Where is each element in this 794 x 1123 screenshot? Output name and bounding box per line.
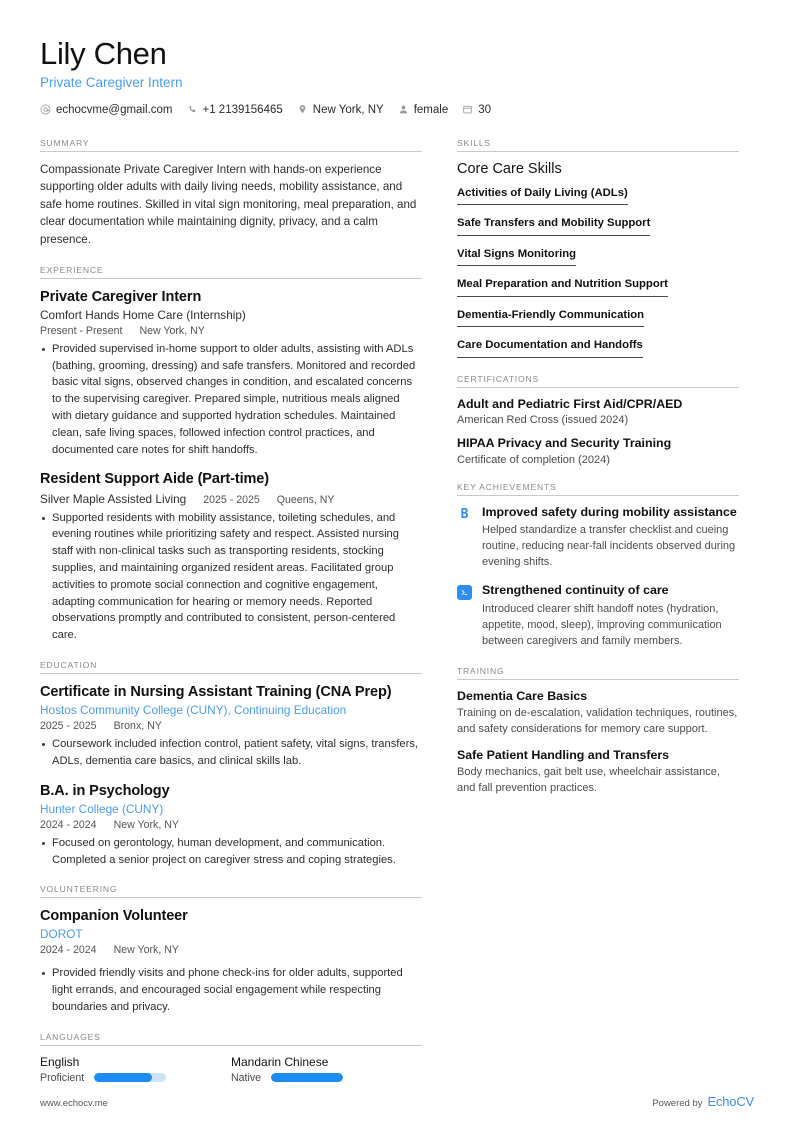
- achievement-description: Introduced clearer shift handoff notes (hydration, appetite, mood, sleep), improving communication between caregivers and family members.: [482, 602, 722, 647]
- candidate-name: Lily Chen: [40, 36, 167, 71]
- section-title-certifications: CERTIFICATIONS: [457, 373, 540, 384]
- experience-role: Resident Support Aide (Part-time): [40, 471, 269, 488]
- bullet: Provided supervised in-home support to older adults, assisting with ADLs (bathing, grooming, dressing) and safe transfers. Monitored and recorded basic vital signs, observed changes in condition, and escalated concerns to the supervising caregiver. Prepared simple, nutritious meals aligned with dietary guidance and supported hydration schedules. Maintained clean, safe living spaces, followed infection control practices, and documented care notes for shift handoffs.: [40, 341, 422, 459]
- section-title-volunteering: VOLUNTEERING: [40, 884, 118, 895]
- language-level-row: [231, 1072, 422, 1084]
- education-location: Bronx, NY: [113, 720, 162, 733]
- phone-icon: [187, 104, 198, 115]
- section-experience: [40, 265, 422, 644]
- achievement-title: Strengthened continuity of care: [482, 583, 669, 598]
- resume-footer: [40, 1094, 754, 1109]
- skill-item: [457, 305, 739, 328]
- education-degree: Certificate in Nursing Assistant Training (CNA Prep): [40, 683, 392, 700]
- bullet: Supported residents with mobility assistance, toileting schedules, and evening routines while prioritizing safety and respect. Assisted nursing staff with non-clinical tasks such as transporting residents, stocking supplies, and maintaining organized resident areas. Facilitated group activities to promote social connection and cognitive engagement, adapting communication for hearing or memory needs. Reported observations promptly and contributed to consistent, person-centered care.: [40, 510, 422, 644]
- section-volunteering: [40, 884, 422, 1016]
- contact-phone[interactable]: [187, 104, 283, 116]
- education-degree: B.A. in Psychology: [40, 782, 170, 799]
- experience-org: Silver Maple Assisted Living: [40, 491, 187, 506]
- volunteering-bullets: [40, 965, 422, 1015]
- section-rule: [40, 278, 422, 279]
- experience-meta: [40, 325, 422, 337]
- experience-bullets: [40, 341, 422, 459]
- education-meta: [40, 720, 422, 732]
- contact-location: [297, 104, 384, 116]
- achievement-item: [457, 583, 739, 649]
- language-proficiency-bar: [271, 1073, 343, 1082]
- certification-name: Adult and Pediatric First Aid/CPR/AED: [457, 396, 683, 411]
- section-achievements: [457, 482, 739, 650]
- education-school[interactable]: Hunter College (CUNY): [40, 801, 164, 816]
- resume-body: [40, 138, 754, 1100]
- section-title-experience: EXPERIENCE: [40, 264, 104, 275]
- training-description: Body mechanics, gait belt use, wheelchair assistance, and fall prevention practices.: [457, 766, 720, 795]
- language-item: [40, 1055, 231, 1084]
- skills-group-title: Core Care Skills: [457, 160, 562, 177]
- contact-email-text: echocvme@gmail.com: [56, 103, 173, 116]
- experience-meta: [40, 492, 422, 506]
- language-name: Mandarin Chinese: [231, 1054, 329, 1069]
- languages-list: [40, 1055, 422, 1084]
- skill-label: Dementia-Friendly Communication: [457, 309, 644, 328]
- achievement-title: Improved safety during mobility assistance: [482, 504, 737, 519]
- achievement-description: Helped standardize a transfer checklist and cueing routine, reducing near-fall incidents observed during evening shifts.: [482, 524, 736, 569]
- email-icon: [40, 104, 51, 115]
- experience-location: New York, NY: [139, 324, 205, 337]
- section-rule: [40, 897, 422, 898]
- training-description: Training on de-escalation, validation techniques, routines, and safety considerations for memory care support.: [457, 707, 738, 735]
- footer-brand: [652, 1094, 754, 1109]
- section-title-languages: LANGUAGES: [40, 1031, 101, 1042]
- left-column: [40, 138, 422, 1100]
- section-training: [457, 666, 739, 798]
- person-icon: [398, 104, 409, 115]
- section-title-achievements: KEY ACHIEVEMENTS: [457, 481, 557, 492]
- section-title-skills: SKILLS: [457, 137, 491, 148]
- section-education: [40, 660, 422, 868]
- skill-label: Vital Signs Monitoring: [457, 248, 576, 267]
- skill-label: Safe Transfers and Mobility Support: [457, 217, 650, 236]
- education-bullets: [40, 736, 422, 770]
- bullet: Focused on gerontology, human development, and communication. Completed a senior project on caregiver stress and coping strategies.: [40, 835, 422, 869]
- bullet: Provided friendly visits and phone check-ins for older adults, supported light errands, and encouraged social engagement while respecting boundaries and privacy.: [40, 965, 422, 1015]
- volunteering-meta: [40, 944, 422, 956]
- contact-age-text: 30: [478, 103, 492, 116]
- section-title-training: TRAINING: [457, 665, 505, 676]
- education-dates: 2024 - 2024: [40, 818, 97, 831]
- section-rule: [457, 151, 739, 152]
- language-proficiency-bar: [94, 1073, 166, 1082]
- section-rule: [40, 1045, 422, 1046]
- bullet: Coursework included infection control, patient safety, vital signs, transfers, ADLs, dementia care basics, and clinical skills lab.: [40, 736, 422, 770]
- skill-label: Meal Preparation and Nutrition Support: [457, 278, 668, 297]
- skill-item: [457, 274, 739, 297]
- skill-label: Care Documentation and Handoffs: [457, 339, 643, 358]
- education-entry: [40, 683, 422, 770]
- language-level: Native: [231, 1071, 262, 1084]
- right-column: [457, 138, 739, 814]
- education-bullets: [40, 835, 422, 869]
- certification-item: [457, 436, 739, 466]
- education-dates: 2025 - 2025: [40, 720, 97, 733]
- achievement-body: [482, 583, 739, 649]
- section-skills: [457, 138, 739, 358]
- contact-gender-text: female: [413, 103, 449, 116]
- contact-phone-text: +1 2139156465: [202, 103, 283, 116]
- experience-org: Comfort Hands Home Care (Internship): [40, 307, 246, 322]
- powered-by-label: Powered by: [652, 1098, 703, 1109]
- education-entry: [40, 782, 422, 869]
- language-name: English: [40, 1054, 80, 1069]
- certification-issuer: Certificate of completion (2024): [457, 453, 610, 466]
- training-name: Dementia Care Basics: [457, 688, 588, 703]
- certification-issuer: American Red Cross (issued 2024): [457, 414, 629, 427]
- experience-entry: [40, 470, 422, 644]
- letter-b-icon: B: [460, 506, 469, 522]
- achievement-body: [482, 505, 739, 571]
- section-title-education: EDUCATION: [40, 659, 98, 670]
- terminal-prompt-icon: [457, 585, 472, 600]
- experience-entry: [40, 288, 422, 459]
- volunteering-dates: 2024 - 2024: [40, 944, 97, 957]
- education-meta: [40, 819, 422, 831]
- experience-role: Private Caregiver Intern: [40, 288, 202, 305]
- contact-gender: [398, 104, 449, 116]
- language-proficiency-fill: [94, 1073, 152, 1082]
- section-certifications: [457, 374, 739, 466]
- skill-label: Activities of Daily Living (ADLs): [457, 187, 628, 206]
- candidate-job-title: Private Caregiver Intern: [40, 74, 183, 90]
- calendar-icon: [462, 104, 473, 115]
- certification-name: HIPAA Privacy and Security Training: [457, 436, 672, 451]
- footer-site-url[interactable]: www.echocv.me: [40, 1098, 108, 1109]
- section-summary: [40, 138, 422, 249]
- training-item: [457, 748, 739, 797]
- education-location: New York, NY: [113, 818, 179, 831]
- skill-item: [457, 244, 739, 267]
- experience-dates: 2025 - 2025: [203, 493, 260, 506]
- language-level-row: [40, 1072, 231, 1084]
- resume-header: [40, 36, 754, 116]
- certification-item: [457, 397, 739, 427]
- education-school[interactable]: Hostos Community College (CUNY), Continuing Education: [40, 703, 347, 718]
- achievement-item: [457, 505, 739, 571]
- volunteering-role: Companion Volunteer: [40, 908, 188, 925]
- training-item: [457, 689, 739, 738]
- language-proficiency-fill: [271, 1073, 343, 1082]
- contact-location-text: New York, NY: [312, 103, 384, 116]
- section-rule: [40, 673, 422, 674]
- section-rule: [40, 151, 422, 152]
- experience-location: Queens, NY: [276, 493, 335, 506]
- section-title-summary: SUMMARY: [40, 137, 90, 148]
- volunteering-location: New York, NY: [113, 944, 179, 957]
- section-rule: [457, 679, 739, 680]
- contact-email[interactable]: [40, 104, 173, 116]
- skill-item: [457, 183, 739, 206]
- skill-item: [457, 335, 739, 358]
- section-rule: [457, 495, 739, 496]
- language-item: [231, 1055, 422, 1084]
- location-pin-icon: [297, 104, 308, 115]
- section-rule: [457, 387, 739, 388]
- summary-text: Compassionate Private Caregiver Intern with hands-on experience supporting older adults with daily living needs, mobility assistance, and safe home routines. Skilled in vital sign monitoring, meal preparation, and clear documentation while maintaining dignity, privacy, and a calm presence.: [40, 162, 417, 247]
- volunteering-org[interactable]: DOROT: [40, 927, 83, 942]
- section-languages: [40, 1032, 422, 1084]
- contact-row: [40, 104, 754, 116]
- experience-dates: Present - Present: [40, 324, 123, 337]
- contact-age: [462, 104, 491, 116]
- volunteering-entry: [40, 907, 422, 1016]
- language-level: Proficient: [40, 1071, 85, 1084]
- experience-bullets: [40, 510, 422, 644]
- skill-item: [457, 213, 739, 236]
- brand-name: EchoCV: [707, 1094, 754, 1109]
- training-name: Safe Patient Handling and Transfers: [457, 747, 670, 762]
